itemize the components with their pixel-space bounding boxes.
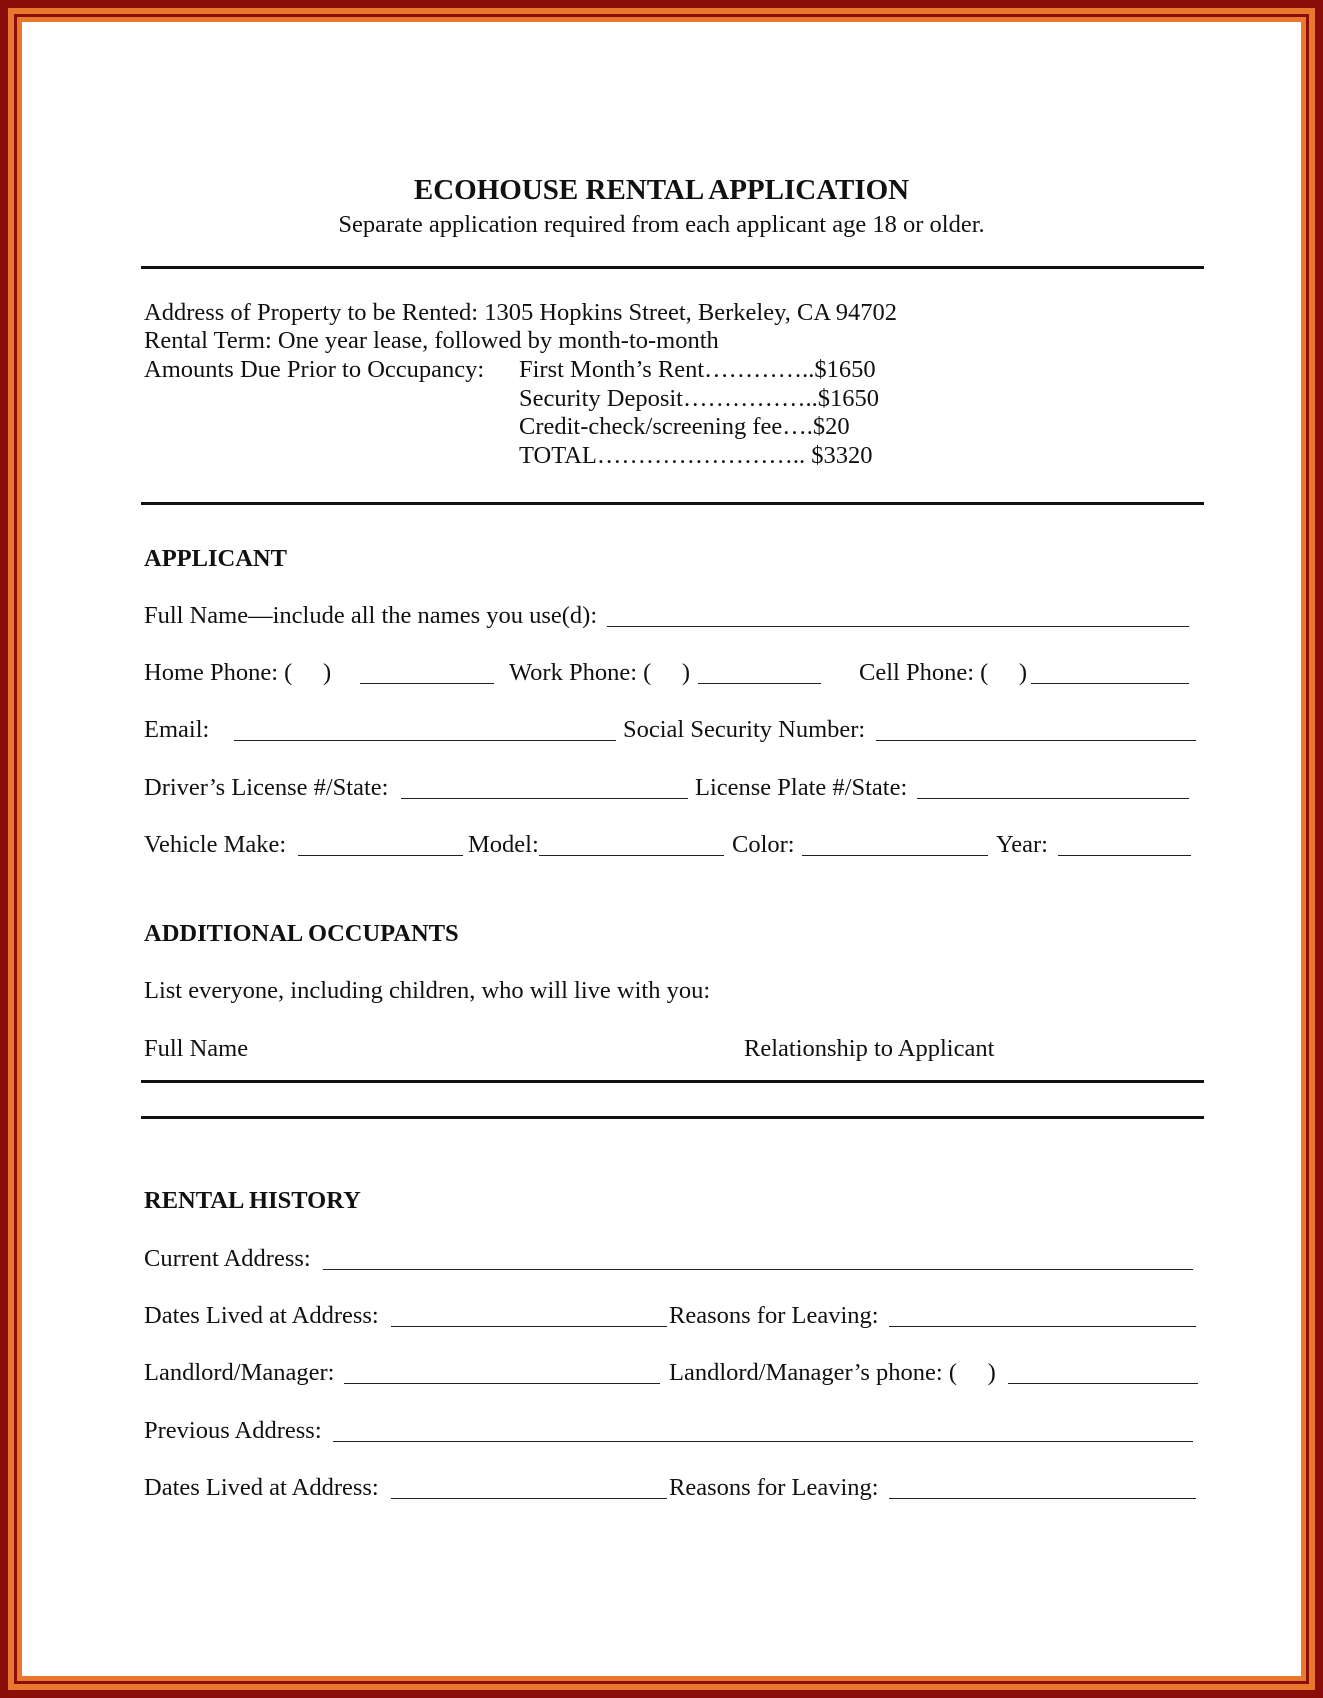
vehicle-color-label: Color: [732, 831, 795, 858]
previous-reasons-leaving-label: Reasons for Leaving: [669, 1474, 879, 1501]
work-phone-field[interactable] [698, 683, 821, 684]
divider [141, 502, 1204, 505]
drivers-license-field[interactable] [401, 798, 688, 799]
page-subtitle: Separate application required from each applicant age 18 or older. [338, 211, 985, 238]
page-title: ECOHOUSE RENTAL APPLICATION [413, 174, 910, 206]
vehicle-year-field[interactable] [1058, 855, 1191, 856]
landlord-field[interactable] [344, 1383, 660, 1384]
column-relationship: Relationship to Applicant [744, 1035, 995, 1062]
landlord-label: Landlord/Manager: [144, 1359, 335, 1386]
previous-dates-lived-label: Dates Lived at Address: [144, 1474, 379, 1501]
application-page [22, 22, 1301, 1676]
home-phone-label: Home Phone: ( ) [144, 659, 332, 686]
section-heading-occupants: ADDITIONAL OCCUPANTS [144, 920, 459, 947]
amount-screening-fee: Credit-check/screening fee….$20 [519, 413, 850, 440]
reasons-leaving-label: Reasons for Leaving: [669, 1302, 879, 1329]
divider [141, 266, 1204, 269]
home-phone-field[interactable] [360, 683, 494, 684]
vehicle-model-label: Model: [468, 831, 539, 858]
vehicle-model-field[interactable] [539, 855, 724, 856]
full-name-field[interactable] [607, 626, 1189, 627]
landlord-phone-field[interactable] [1008, 1383, 1198, 1384]
occupants-instructions: List everyone, including children, who will live with you: [144, 977, 711, 1004]
amount-total: TOTAL…………………….. $3320 [519, 442, 873, 469]
section-heading-rental-history: RENTAL HISTORY [144, 1187, 361, 1214]
amount-security-deposit: Security Deposit……………..$1650 [519, 385, 879, 412]
cell-phone-label: Cell Phone: ( ) [859, 659, 1028, 686]
previous-address-field[interactable] [333, 1441, 1193, 1442]
previous-dates-lived-field[interactable] [391, 1498, 667, 1499]
vehicle-year-label: Year: [996, 831, 1048, 858]
column-full-name: Full Name [144, 1035, 249, 1062]
vehicle-make-field[interactable] [298, 855, 463, 856]
landlord-phone-label: Landlord/Manager’s phone: ( ) [669, 1359, 996, 1386]
license-plate-field[interactable] [917, 798, 1189, 799]
occupant-entry-line[interactable] [141, 1116, 1204, 1119]
reasons-leaving-field[interactable] [889, 1326, 1196, 1327]
ssn-label: Social Security Number: [623, 716, 866, 743]
amount-first-month: First Month’s Rent…………..$1650 [519, 356, 876, 383]
vehicle-make-label: Vehicle Make: [144, 831, 287, 858]
ssn-field[interactable] [876, 740, 1196, 741]
cell-phone-field[interactable] [1031, 683, 1189, 684]
dates-lived-field[interactable] [391, 1326, 667, 1327]
dates-lived-label: Dates Lived at Address: [144, 1302, 379, 1329]
property-address: Address of Property to be Rented: 1305 Hopkins Street, Berkeley, CA 94702 [144, 299, 898, 326]
current-address-field[interactable] [323, 1269, 1193, 1270]
occupant-entry-line[interactable] [141, 1080, 1204, 1083]
license-plate-label: License Plate #/State: [695, 774, 908, 801]
drivers-license-label: Driver’s License #/State: [144, 774, 389, 801]
current-address-label: Current Address: [144, 1245, 311, 1272]
work-phone-label: Work Phone: ( ) [509, 659, 691, 686]
vehicle-color-field[interactable] [802, 855, 988, 856]
email-field[interactable] [234, 740, 616, 741]
amounts-label: Amounts Due Prior to Occupancy: [144, 356, 485, 383]
previous-reasons-leaving-field[interactable] [889, 1498, 1196, 1499]
section-heading-applicant: APPLICANT [144, 545, 287, 572]
full-name-label: Full Name—include all the names you use(d): [144, 602, 598, 629]
previous-address-label: Previous Address: [144, 1417, 322, 1444]
rental-term: Rental Term: One year lease, followed by month-to-month [144, 327, 719, 354]
email-label: Email: [144, 716, 210, 743]
